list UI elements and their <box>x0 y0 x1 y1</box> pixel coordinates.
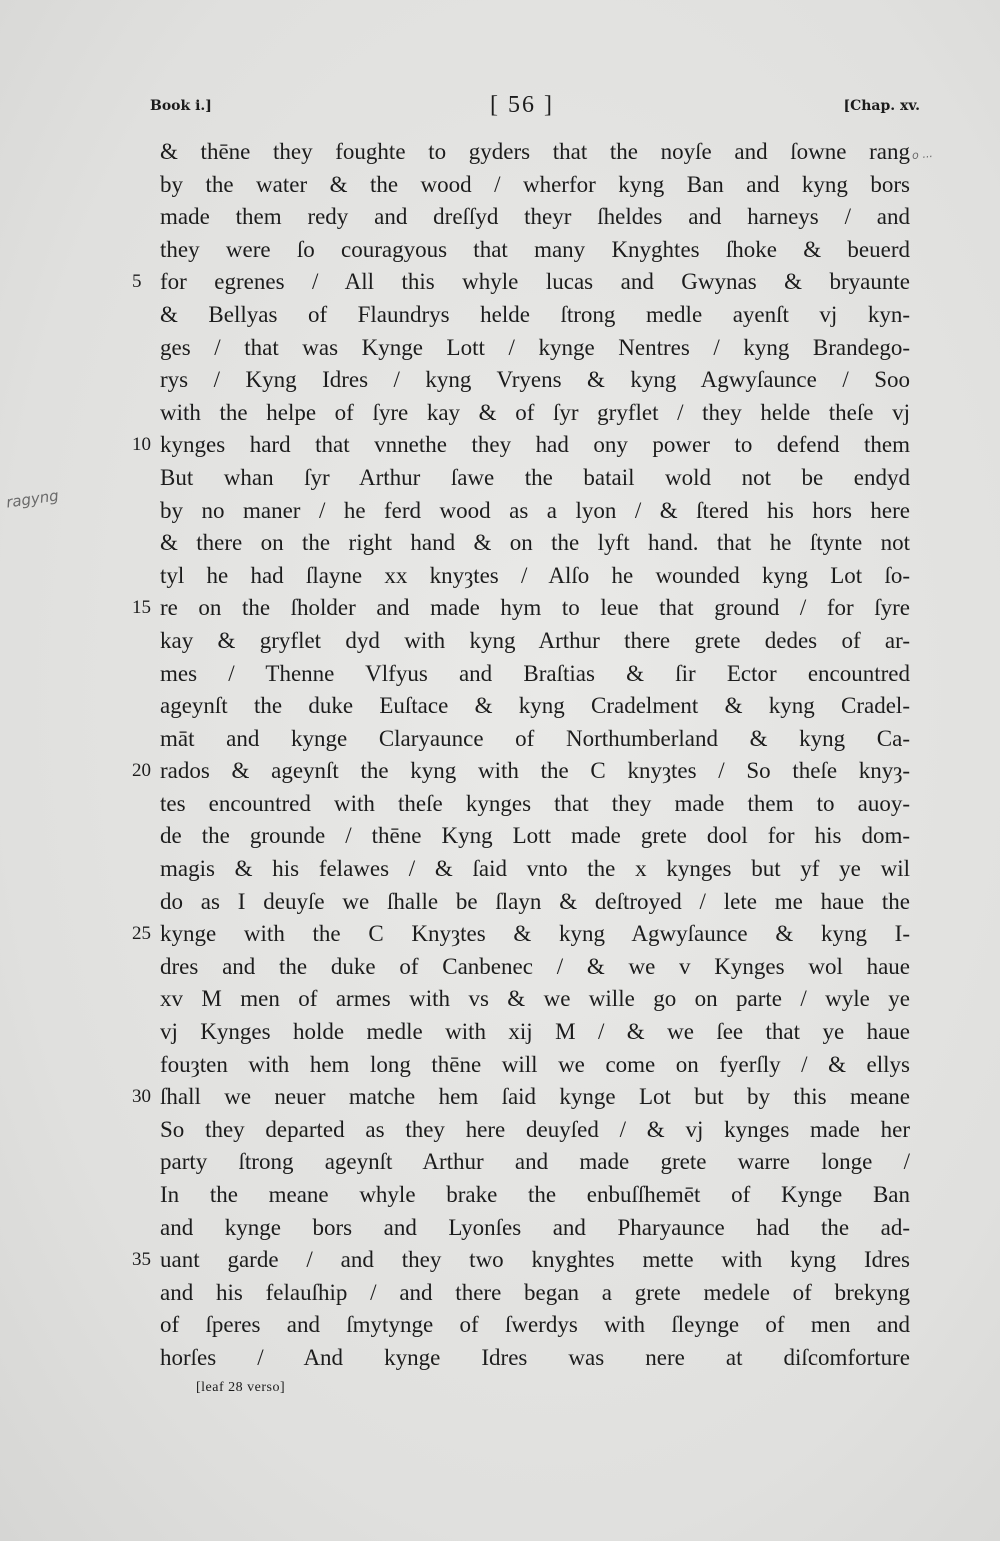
line-text: by no maner / he ferd wood as a lyon / & ſtered his hors here <box>160 497 910 523</box>
text-line <box>160 625 910 658</box>
line-text: & there on the right hand & on the lyft hand. that he ſtynte not <box>160 530 910 556</box>
line-text: they were ſo couragyous that many Knyghtes ſhoke & beuerd <box>160 236 910 262</box>
text-line <box>160 853 910 886</box>
text-line <box>160 723 910 756</box>
margin-annotation-left: ragyng <box>5 486 60 512</box>
chapter-label: [Chap. xv. <box>843 98 920 114</box>
text-line <box>160 1309 910 1342</box>
text-line <box>160 495 910 528</box>
line-text: tes encountred with theſe kynges that they made them to auoy- <box>160 790 910 816</box>
line-text: mes / Thenne Vlfyus and Braſtias & ſir Ector encountred <box>160 660 910 686</box>
line-text: māt and kynge Claryaunce of Northumberland & kyng Ca- <box>160 725 910 751</box>
text-line <box>132 755 910 788</box>
text-line <box>132 266 910 299</box>
line-text: dres and the duke of Canbenec / & we v Kynges wol haue <box>160 953 910 979</box>
text-line <box>160 1114 910 1147</box>
text-line <box>160 364 910 397</box>
text-line <box>160 299 910 332</box>
text-line <box>160 820 910 853</box>
line-number: 30 <box>132 1086 151 1108</box>
line-text: fouȝten with hem long thēne will we come on fyerſly / & ellys <box>160 1051 910 1077</box>
line-text: made them redy and dreſſyd theyr ſheldes and harneys / and <box>160 204 910 230</box>
line-text: of ſperes and ſmytynge of ſwerdys with ſleynge of men and <box>160 1312 910 1338</box>
line-text: do as I deuyſe we ſhalle be ſlayn & deſtroyed / lete me haue the <box>160 888 910 914</box>
text-line <box>132 592 910 625</box>
line-text: kynge with the C Knyȝtes & kyng Agwyſaunce & kyng I- <box>160 921 910 947</box>
line-text: horſes / And kynge Idres was nere at diſcomforture <box>160 1344 910 1370</box>
line-text: kay & gryflet dyd with kyng Arthur there grete dedes of ar- <box>160 627 910 653</box>
line-text: for egrenes / All this whyle lucas and Gwynas & bryaunte <box>160 269 910 295</box>
text-line <box>160 886 910 919</box>
line-number: 15 <box>132 597 151 619</box>
text-line <box>132 918 910 951</box>
text-line <box>160 527 910 560</box>
line-text: & Bellyas of Flaundrys helde ſtrong medle ayenſt vj kyn- <box>160 301 910 327</box>
text-line <box>132 1081 910 1114</box>
line-number: 35 <box>132 1249 151 1271</box>
line-text: & thēne they foughte to gyders that the noyſe and ſowne rang <box>160 139 910 164</box>
line-number: 25 <box>132 923 151 945</box>
line-text: vj Kynges holde medle with xij M / & we ſee that ye haue <box>160 1019 910 1045</box>
body-text <box>132 136 910 1375</box>
line-text: with the helpe of ſyre kay & of ſyr gryflet / they helde theſe vj <box>160 399 910 425</box>
text-line <box>132 429 910 462</box>
text-line <box>160 658 910 691</box>
text-line <box>160 690 910 723</box>
folio-note: [leaf 28 verso] <box>196 1380 286 1395</box>
line-text: magis & his felawes / & ſaid vnto the x kynges but yf ye wil <box>160 856 910 882</box>
line-text: party ſtrong ageynſt Arthur and made grete warre longe / <box>160 1149 910 1175</box>
line-text: and kynge bors and Lyonſes and Pharyaunce had the ad- <box>160 1214 910 1240</box>
text-line <box>160 1342 910 1375</box>
text-line <box>160 983 910 1016</box>
text-line <box>160 234 910 267</box>
line-text: de the grounde / thēne Kyng Lott made grete dool for his dom- <box>160 823 910 849</box>
running-head <box>150 92 920 122</box>
line-number: 20 <box>132 760 151 782</box>
line-text: So they departed as they here deuyſed / & vj kynges made her <box>160 1116 910 1142</box>
line-text: tyl he had ſlayne xx knyȝtes / Alſo he wounded kyng Lot ſo- <box>160 562 910 588</box>
line-text: kynges hard that vnnethe they had ony power to defend them <box>160 432 910 458</box>
text-line <box>160 1146 910 1179</box>
text-line <box>160 1277 910 1310</box>
line-text: ageynſt the duke Euſtace & kyng Cradelment & kyng Cradel- <box>160 693 910 719</box>
text-line <box>160 1049 910 1082</box>
line-text: uant garde / and they two knyghtes mette with kyng Idres <box>160 1247 910 1273</box>
text-line <box>160 1212 910 1245</box>
text-line <box>160 169 910 202</box>
text-line <box>160 951 910 984</box>
text-line <box>160 1179 910 1212</box>
book-label: Book i.] <box>150 98 212 114</box>
text-line <box>132 1244 910 1277</box>
line-text: xv M men of armes with vs & we wille go on parte / wyle ye <box>160 986 910 1012</box>
line-text: rys / Kyng Idres / kyng Vryens & kyng Agwyſaunce / Soo <box>160 367 910 393</box>
text-line <box>160 788 910 821</box>
line-text: and his felauſhip / and there began a grete medele of brekyng <box>160 1279 910 1305</box>
text-line <box>160 136 910 169</box>
line-number: 5 <box>132 271 142 293</box>
text-line <box>160 1016 910 1049</box>
text-line <box>160 397 910 430</box>
line-text: In the meane whyle brake the enbuſſhemēt of Kynge Ban <box>160 1182 910 1207</box>
line-number: 10 <box>132 434 151 456</box>
margin-annotation-right: o ... <box>911 146 934 163</box>
line-text: by the water & the wood / wherfor kyng Ban and kyng bors <box>160 171 910 197</box>
text-line <box>160 560 910 593</box>
line-text: rados & ageynſt the kyng with the C knyȝtes / So theſe knyȝ- <box>160 758 910 784</box>
text-line <box>160 201 910 234</box>
line-text: But whan ſyr Arthur ſawe the batail wold not be endyd <box>160 464 910 490</box>
line-text: re on the ſholder and made hym to leue that ground / for ſyre <box>160 595 910 621</box>
text-line <box>160 462 910 495</box>
line-text: ges / that was Kynge Lott / kynge Nentres / kyng Brandego- <box>160 334 910 360</box>
page-number: [ 56 ] <box>490 92 554 118</box>
line-text: ſhall we neuer matche hem ſaid kynge Lot but by this meane <box>160 1084 910 1110</box>
text-line <box>160 332 910 365</box>
